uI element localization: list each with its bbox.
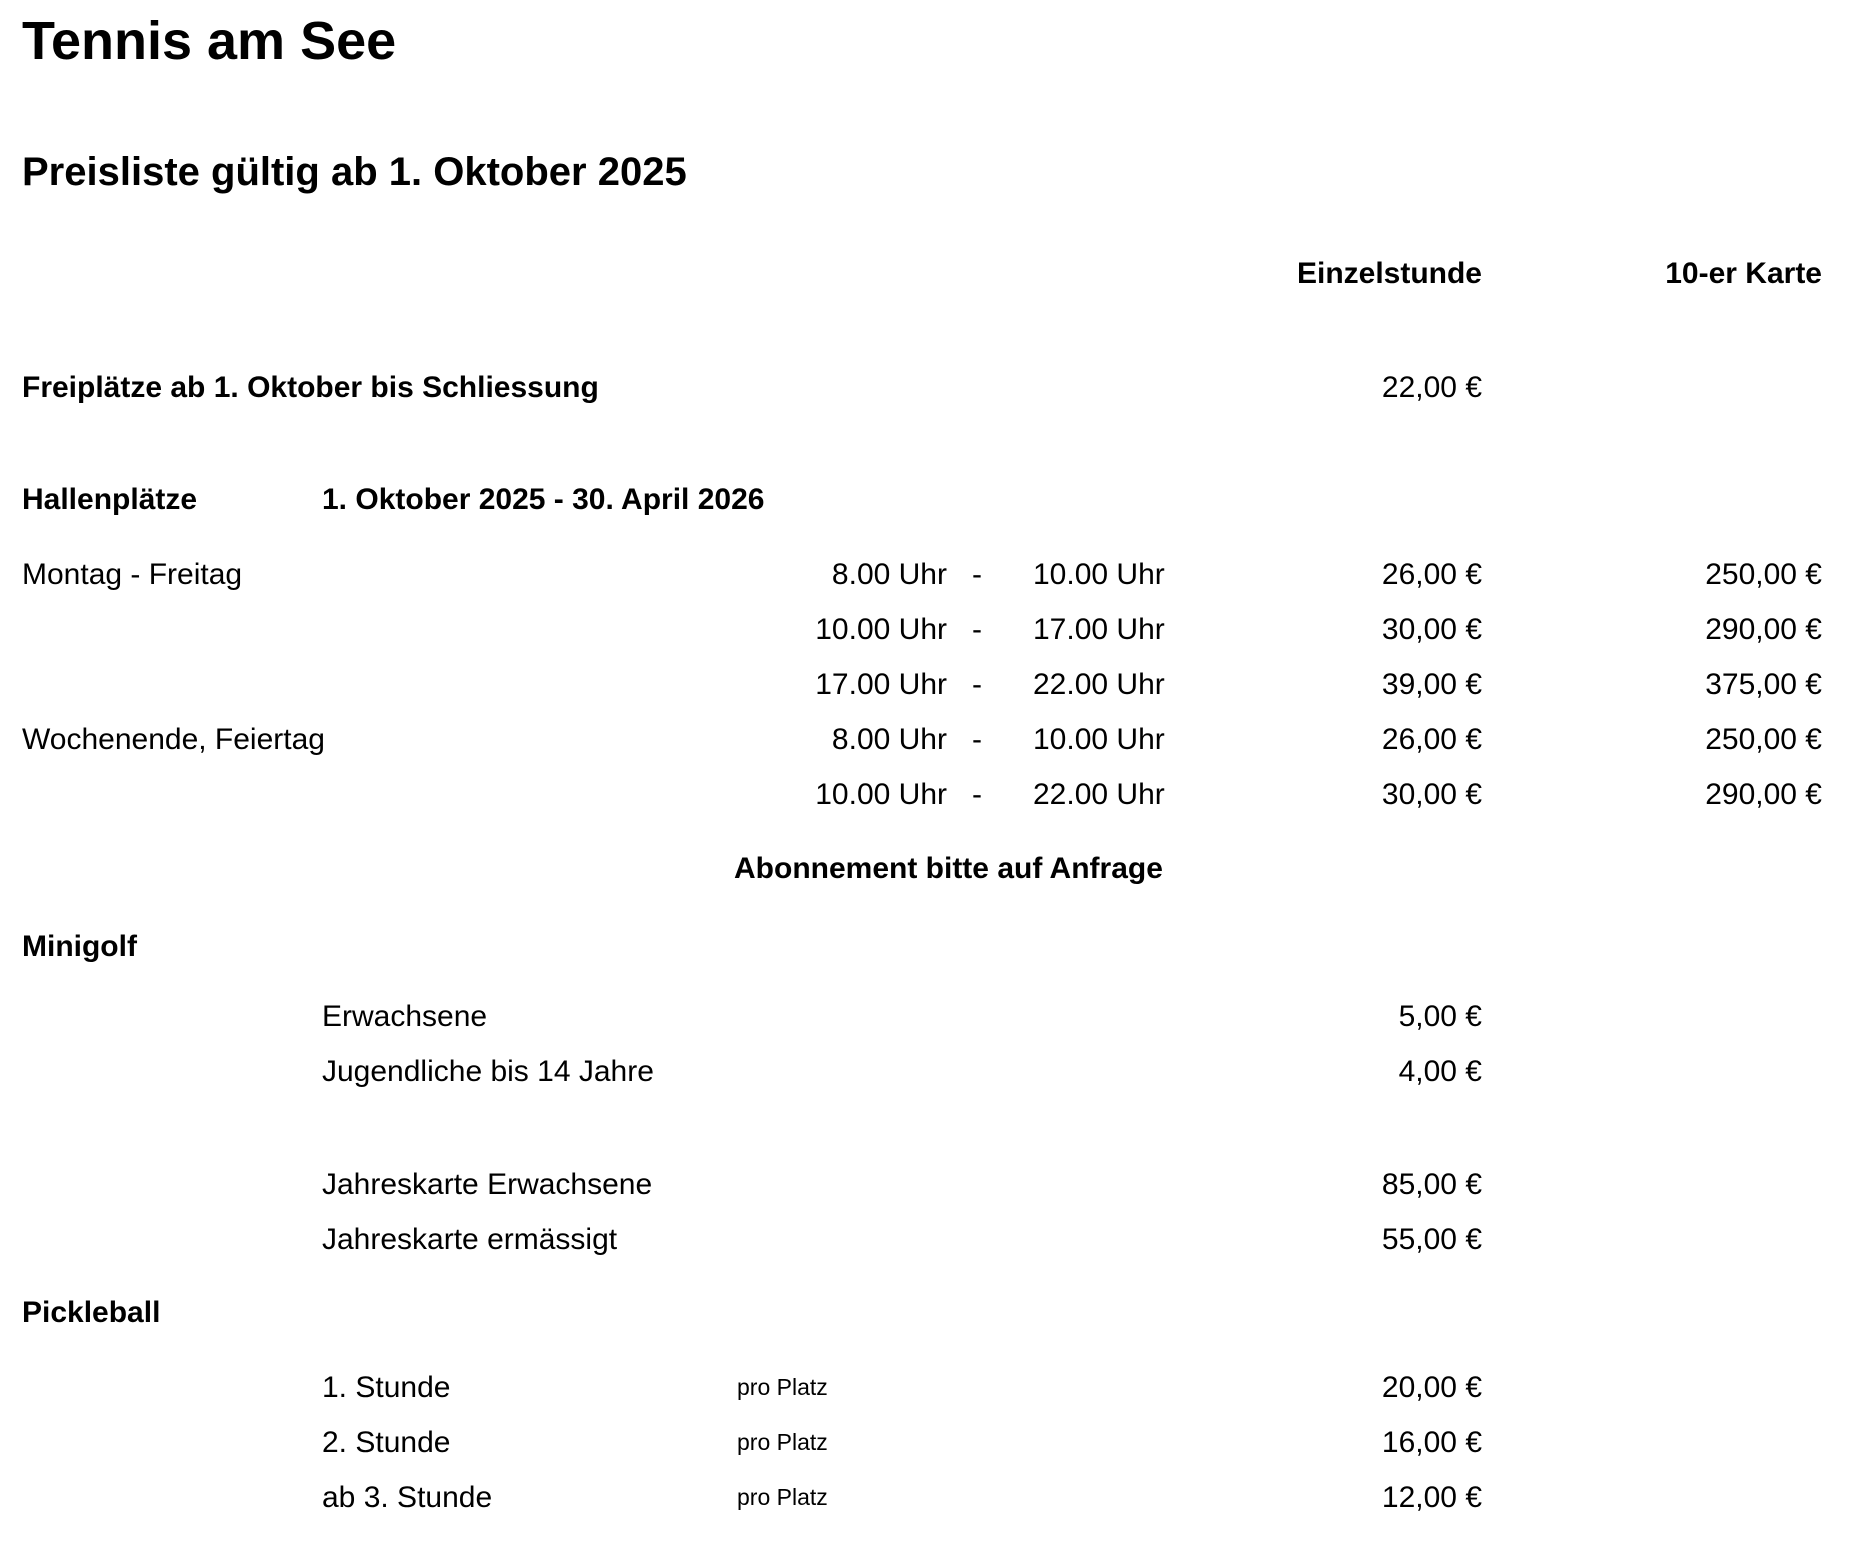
- time-to: 22.00 Uhr: [1033, 668, 1165, 701]
- pickleball-section-header: Pickleball: [22, 1296, 161, 1329]
- time-from: 8.00 Uhr: [831, 558, 947, 591]
- minigolf-item-label: Jugendliche bis 14 Jahre: [322, 1055, 654, 1088]
- per-court-label: pro Platz: [737, 1429, 828, 1455]
- freiplaetze-row: [22, 360, 1822, 415]
- pickleball-item-label: ab 3. Stunde: [322, 1481, 493, 1514]
- price-einzelstunde: 5,00 €: [1398, 1000, 1482, 1033]
- table-row: [22, 1415, 1822, 1470]
- time-from: 8.00 Uhr: [831, 723, 947, 756]
- day-label: Wochenende, Feiertag: [22, 723, 325, 756]
- table-row: [22, 989, 1822, 1044]
- time-from: 10.00 Uhr: [815, 613, 947, 646]
- price-10er-karte: 250,00 €: [1705, 558, 1822, 591]
- price-10er-karte: 290,00 €: [1705, 778, 1822, 811]
- hallenplaetze-section-header: [22, 472, 1822, 527]
- time-dash: -: [972, 558, 982, 591]
- price-einzelstunde: 85,00 €: [1381, 1168, 1482, 1201]
- table-row: [22, 1470, 1822, 1525]
- price-einzelstunde: 26,00 €: [1381, 723, 1482, 756]
- abonnement-note: Abonnement bitte auf Anfrage: [734, 852, 1163, 885]
- time-to: 10.00 Uhr: [1033, 558, 1165, 591]
- pickleball-item-label: 1. Stunde: [322, 1371, 451, 1404]
- time-to: 10.00 Uhr: [1033, 723, 1165, 756]
- price-10er-karte: 250,00 €: [1705, 723, 1822, 756]
- column-header-row: [22, 246, 1822, 301]
- price-einzelstunde: 26,00 €: [1381, 558, 1482, 591]
- time-from: 10.00 Uhr: [815, 778, 947, 811]
- time-dash: -: [972, 613, 982, 646]
- day-label: [22, 602, 737, 657]
- day-label: [22, 767, 737, 822]
- column-header-10er-karte: 10-er Karte: [1665, 257, 1822, 290]
- document-content: [22, 0, 1822, 1525]
- hallenplaetze-period: 1. Oktober 2025 - 30. April 2026: [322, 483, 765, 516]
- page-subtitle: Preisliste gültig ab 1. Oktober 2025: [22, 150, 687, 194]
- minigolf-section-header: Minigolf: [22, 930, 137, 963]
- table-row: [22, 712, 1822, 767]
- price-einzelstunde: 12,00 €: [1381, 1481, 1482, 1514]
- table-row: [22, 657, 1822, 712]
- minigolf-item-label: Jahreskarte Erwachsene: [322, 1168, 653, 1201]
- price-einzelstunde: 39,00 €: [1381, 668, 1482, 701]
- price-einzelstunde: 20,00 €: [1381, 1371, 1482, 1404]
- day-label: [22, 657, 737, 712]
- per-court-label: pro Platz: [737, 1374, 828, 1400]
- price-einzelstunde: 30,00 €: [1381, 778, 1482, 811]
- freiplaetze-price-einzelstunde: 22,00 €: [1381, 371, 1482, 404]
- price-einzelstunde: 16,00 €: [1381, 1426, 1482, 1459]
- per-court-label: pro Platz: [737, 1484, 828, 1510]
- pickleball-item-label: 2. Stunde: [322, 1426, 451, 1459]
- price-einzelstunde: 4,00 €: [1398, 1055, 1482, 1088]
- time-from: 17.00 Uhr: [815, 668, 947, 701]
- time-to: 17.00 Uhr: [1033, 613, 1165, 646]
- price-einzelstunde: 55,00 €: [1381, 1223, 1482, 1256]
- time-dash: -: [972, 723, 982, 756]
- time-to: 22.00 Uhr: [1033, 778, 1165, 811]
- minigolf-item-label: Jahreskarte ermässigt: [322, 1223, 618, 1256]
- table-row: [22, 1212, 1822, 1267]
- time-dash: -: [972, 668, 982, 701]
- table-row: [22, 547, 1822, 602]
- hallenplaetze-label: Hallenplätze: [22, 483, 198, 516]
- day-label: Montag - Freitag: [22, 558, 243, 591]
- minigolf-item-label: Erwachsene: [322, 1000, 488, 1033]
- column-header-einzelstunde: Einzelstunde: [1296, 257, 1482, 290]
- time-dash: -: [972, 778, 982, 811]
- price-einzelstunde: 30,00 €: [1381, 613, 1482, 646]
- price-10er-karte: 375,00 €: [1705, 668, 1822, 701]
- table-row: [22, 1044, 1822, 1099]
- freiplaetze-label: Freiplätze ab 1. Oktober bis Schliessung: [22, 371, 599, 404]
- price-10er-karte: 290,00 €: [1705, 613, 1822, 646]
- table-row: [22, 767, 1822, 822]
- header-spacer: [22, 246, 737, 301]
- table-row: [22, 1360, 1822, 1415]
- table-row: [22, 602, 1822, 657]
- page-title: Tennis am See: [22, 11, 397, 71]
- table-row: [22, 1157, 1822, 1212]
